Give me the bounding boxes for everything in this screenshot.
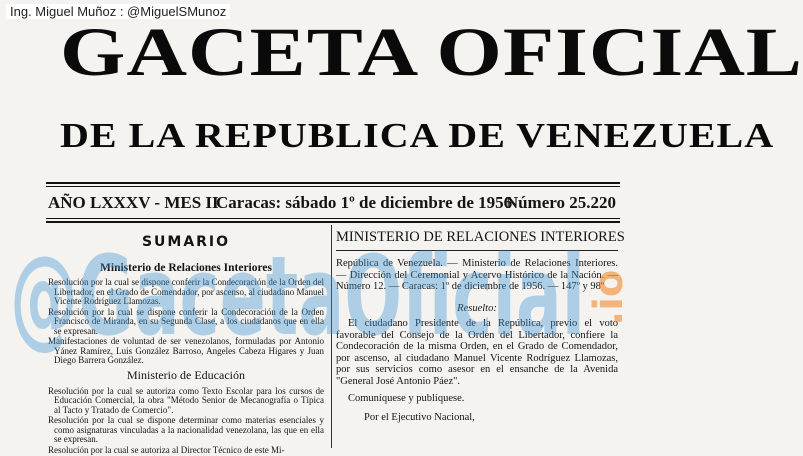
article-header: República de Venezuela. — Ministerio de Relaciones Interiores. — Dirección del Ceremonial y Acervo Histórico de la Nación. — Número 12. — Caracas: 1º de diciembre de 1956. — 147º y 98º	[336, 258, 618, 292]
masthead-subtitle: DE LA REPUBLICA DE VENEZUELA	[60, 115, 775, 155]
sumario-entry: Resolución por la cual se dispone determinar como materias esenciales y como asignaturas vinculadas a la nacionalidad venezolana, las que en ella se expresan.	[48, 415, 324, 444]
year-month: AÑO LXXXV - MES II	[48, 193, 219, 212]
top-rule-thick	[46, 182, 620, 184]
ministry-heading: MINISTERIO DE RELACIONES INTERIORES	[336, 228, 618, 251]
sumario-entry: Resolución por la cual se dispone conferir la Condecoración de la Orden Francisco de Miranda, en su Segunda Clase, a los ciudadanos que en ella se expresan.	[48, 306, 324, 336]
author-credit: Ing. Miguel Muñoz : @MiguelSMunoz	[6, 4, 230, 19]
article-column	[336, 228, 625, 423]
sumario-column	[48, 228, 324, 456]
sumario-title: SUMARIO	[141, 234, 231, 250]
sumario-entry: Resolución por la cual se autoriza al Director Técnico de este Mi-	[48, 444, 285, 455]
bottom-rule-thick	[46, 221, 620, 223]
masthead-title: GACETA OFICIAL	[60, 14, 803, 91]
sumario-section-title: Ministerio de Relaciones Interiores	[100, 262, 272, 274]
issue-number: Número 25.220	[505, 193, 616, 212]
sumario-entry: Manifestaciones de voluntad de ser venezolanos, formuladas por Antonio Yánez Ramírez, Luis González Barroso, Angeles Cabeza Higares y Juan Diego Barrera González.	[48, 336, 324, 365]
article-signature-line: Por el Ejecutivo Nacional,	[364, 411, 475, 423]
watermark-text: @GacetaOficial	[10, 232, 585, 360]
top-rule-thin	[46, 186, 620, 187]
article-closing: Comuníquese y publíquese.	[348, 393, 465, 404]
place-date: Caracas: sábado 1º de diciembre de 1956	[216, 193, 513, 212]
sumario-entry: Resolución por la cual se autoriza como Texto Escolar para los cursos de Educación Comercial, la obra "Método Senior de Mecanografía o Típica al Tacto y Tratado de Comercio".	[48, 385, 324, 415]
sumario-section-title: Ministerio de Educación	[127, 367, 245, 382]
resuelto-heading: Resuelto:	[457, 303, 497, 314]
issue-info-bar	[48, 190, 618, 216]
watermark-suffix: .io	[586, 269, 632, 326]
bottom-rule-thin	[46, 218, 620, 219]
article-body: El ciudadano Presidente de la República, previo el voto favorable del Consejo de la Orden del Libertador, confiere la Condecoración de la misma Orden, en el Grado de Comendador, por ascenso, al ciudadano Manuel Vicente Rodríguez Llamozas, por sus servicios como asesor en el ensanche de la Avenida "General José Antonio Páez".	[336, 318, 618, 387]
sumario-entry: Resolución por la cual se dispone conferir la Condecoración de la Orden del Libertador, en el Grado de Comendador, por ascenso, al ciudadano Manuel Vicente Rodríguez Llamozas.	[48, 277, 324, 306]
column-divider	[331, 225, 332, 448]
